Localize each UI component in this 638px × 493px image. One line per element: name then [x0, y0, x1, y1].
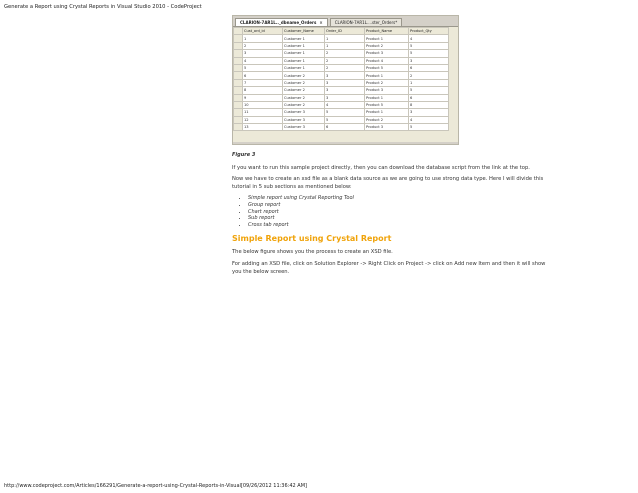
table-cell[interactable]: 1 — [409, 79, 449, 86]
column-header[interactable]: Customer_Name — [283, 28, 325, 35]
column-header[interactable]: Product_Qty — [409, 28, 449, 35]
row-selector[interactable] — [234, 116, 243, 123]
row-selector[interactable] — [234, 42, 243, 49]
table-header-row — [234, 28, 449, 35]
close-icon[interactable]: × — [319, 20, 323, 25]
row-selector[interactable] — [234, 109, 243, 116]
table-cell[interactable]: 5 — [243, 64, 283, 71]
table-cell[interactable]: Product 1 — [365, 35, 409, 42]
row-selector[interactable] — [234, 101, 243, 108]
column-header[interactable]: Cust_ord_id — [243, 28, 283, 35]
table-cell[interactable]: 1 — [243, 35, 283, 42]
data-grid-screenshot — [232, 15, 459, 145]
grid-scrollbar[interactable] — [233, 142, 458, 144]
table-cell[interactable]: Product 1 — [365, 72, 409, 79]
table-cell[interactable]: 5 — [409, 50, 449, 57]
table-row[interactable] — [234, 101, 449, 108]
row-selector[interactable] — [234, 57, 243, 64]
table-row[interactable] — [234, 109, 449, 116]
table-cell[interactable]: 4 — [243, 57, 283, 64]
table-cell[interactable]: Customer 3 — [283, 124, 325, 131]
table-row[interactable] — [234, 116, 449, 123]
paragraph: The below figure shows you the process to create an XSD file. — [232, 249, 393, 256]
table-cell[interactable]: Customer 2 — [283, 72, 325, 79]
row-selector[interactable] — [234, 79, 243, 86]
column-header[interactable]: Order_ID — [325, 28, 365, 35]
table-cell[interactable]: 8 — [409, 101, 449, 108]
table-cell[interactable]: 4 — [409, 116, 449, 123]
page-header-title: Generate a Report using Crystal Reports in Visual Studio 2010 - CodeProject — [4, 4, 202, 10]
table-cell[interactable]: Product 5 — [365, 64, 409, 71]
table-cell[interactable]: 2 — [325, 50, 365, 57]
list-item: • Group report — [248, 202, 552, 209]
table-row[interactable] — [234, 42, 449, 49]
table-cell[interactable]: 3 — [325, 72, 365, 79]
table-row[interactable] — [234, 94, 449, 101]
table-cell[interactable]: Product 1 — [365, 109, 409, 116]
paragraph: Now we have to create an xsd file as a blank data source as we are going to use strong data type. Here I will divide this tutorial in 5 sub sections as mentioned below: — [232, 176, 544, 190]
table-cell[interactable]: Product 4 — [365, 57, 409, 64]
table-cell[interactable]: Customer 1 — [283, 57, 325, 64]
table-cell[interactable]: 7 — [243, 79, 283, 86]
row-selector-header — [234, 28, 243, 35]
table-cell[interactable]: 9 — [243, 94, 283, 101]
table-cell[interactable]: Customer 3 — [283, 116, 325, 123]
table-cell[interactable]: 2 — [409, 72, 449, 79]
tab-orders[interactable] — [330, 18, 403, 26]
table-cell[interactable]: 2 — [243, 42, 283, 49]
table-cell[interactable]: 6 — [409, 64, 449, 71]
tab-label: CLARION-7AR1L....ster_Orders* — [334, 20, 398, 25]
table-cell[interactable]: 3 — [325, 79, 365, 86]
table-cell[interactable]: Product 5 — [365, 101, 409, 108]
table-cell[interactable]: 11 — [243, 109, 283, 116]
table-row[interactable] — [234, 64, 449, 71]
table-cell[interactable]: Product 2 — [365, 79, 409, 86]
table-cell[interactable]: 8 — [243, 87, 283, 94]
table-cell[interactable]: 5 — [325, 109, 365, 116]
list-item: • Chart report — [248, 209, 552, 216]
table-cell[interactable]: 10 — [243, 101, 283, 108]
section-heading: Simple Report using Crystal Report — [232, 234, 392, 244]
row-selector[interactable] — [234, 87, 243, 94]
list-item: • Simple report using Crystal Reporting Tool — [248, 195, 552, 202]
article-body — [232, 152, 552, 280]
row-selector[interactable] — [234, 124, 243, 131]
table-cell[interactable]: Product 2 — [365, 116, 409, 123]
table-cell[interactable]: 13 — [243, 124, 283, 131]
row-selector[interactable] — [234, 64, 243, 71]
table-cell[interactable]: 5 — [325, 116, 365, 123]
table-cell[interactable]: 3 — [409, 109, 449, 116]
table-cell[interactable]: 4 — [409, 35, 449, 42]
table-cell[interactable]: 12 — [243, 116, 283, 123]
table-cell[interactable]: 3 — [409, 57, 449, 64]
tab-label: CLARION-7AR1L.._dbname_Orders — [240, 20, 317, 25]
table-row[interactable] — [234, 57, 449, 64]
table-cell[interactable]: Customer 2 — [283, 79, 325, 86]
section-list — [232, 195, 552, 228]
list-item: • Cross tab report — [248, 222, 552, 229]
table-cell[interactable]: Product 3 — [365, 124, 409, 131]
table-cell[interactable]: 1 — [325, 35, 365, 42]
page-footer-url: http://www.codeproject.com/Articles/166291/Generate-a-report-using-Crystal-Reports-in-Visual[09/26/2012 11:36:42 AM] — [4, 483, 307, 489]
table-cell[interactable]: 5 — [409, 124, 449, 131]
table-cell[interactable]: 5 — [409, 87, 449, 94]
orders-table — [233, 27, 449, 131]
table-cell[interactable]: 3 — [243, 50, 283, 57]
table-cell[interactable]: Customer 1 — [283, 35, 325, 42]
table-cell[interactable]: Product 1 — [365, 94, 409, 101]
table-cell[interactable]: Product 2 — [365, 42, 409, 49]
table-row[interactable] — [234, 79, 449, 86]
table-cell[interactable]: 6 — [409, 94, 449, 101]
table-row[interactable] — [234, 35, 449, 42]
row-selector[interactable] — [234, 94, 243, 101]
table-cell[interactable]: 1 — [325, 42, 365, 49]
row-selector[interactable] — [234, 35, 243, 42]
table-cell[interactable]: Customer 3 — [283, 109, 325, 116]
document-tab-bar — [233, 16, 458, 27]
table-cell[interactable]: Customer 2 — [283, 101, 325, 108]
table-cell[interactable]: Customer 2 — [283, 94, 325, 101]
table-cell[interactable]: Customer 1 — [283, 64, 325, 71]
table-cell[interactable]: 2 — [325, 57, 365, 64]
table-cell[interactable]: Customer 1 — [283, 50, 325, 57]
table-cell[interactable]: Customer 2 — [283, 87, 325, 94]
table-cell[interactable]: Customer 1 — [283, 42, 325, 49]
table-cell[interactable]: Product 3 — [365, 87, 409, 94]
paragraph: If you want to run this sample project directly, then you can download the database script from the link at the top. — [232, 164, 530, 171]
column-header[interactable]: Product_Name — [365, 28, 409, 35]
list-item: • Sub report — [248, 215, 552, 222]
figure-caption: Figure 3 — [232, 152, 256, 158]
table-cell[interactable]: 3 — [325, 94, 365, 101]
tab-orders-active[interactable] — [235, 18, 328, 26]
table-row[interactable] — [234, 124, 449, 131]
table-row[interactable] — [234, 50, 449, 57]
table-cell[interactable]: 2 — [325, 64, 365, 71]
table-cell[interactable]: 6 — [325, 124, 365, 131]
table-cell[interactable]: 6 — [243, 72, 283, 79]
table-row[interactable] — [234, 87, 449, 94]
paragraph: For adding an XSD file, click on Solution Explorer -> Right Click on Project -> click on Add new Item and then it will show you the below screen. — [232, 260, 546, 275]
table-row[interactable] — [234, 72, 449, 79]
table-cell[interactable]: 4 — [325, 101, 365, 108]
row-selector[interactable] — [234, 72, 243, 79]
table-cell[interactable]: 3 — [325, 87, 365, 94]
table-cell[interactable]: 5 — [409, 42, 449, 49]
table-cell[interactable]: Product 3 — [365, 50, 409, 57]
row-selector[interactable] — [234, 50, 243, 57]
